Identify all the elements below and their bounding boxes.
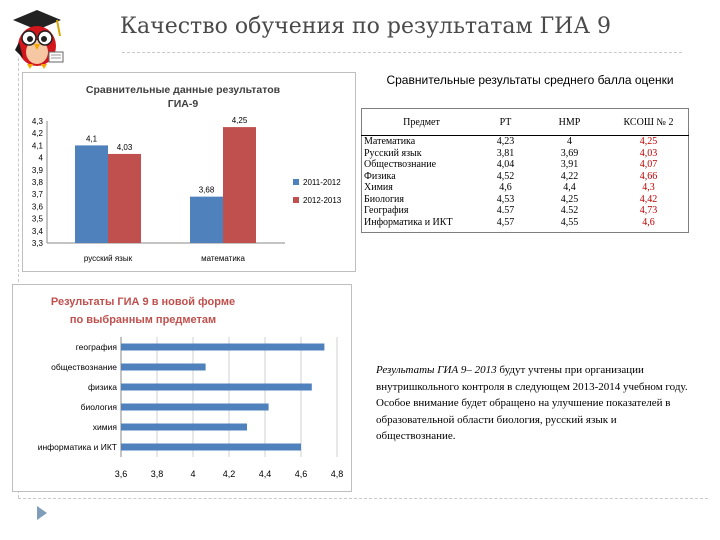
chart2-bar-3 [121, 404, 269, 411]
table-spacer-row [362, 228, 689, 233]
table-cell-subject: География [364, 205, 409, 216]
chart1-bar-2011-2012-0 [75, 145, 108, 243]
note-lead: Результаты ГИА 9– 2013 [376, 364, 497, 376]
bottom-divider [18, 498, 708, 500]
table-cell-subject: Русский язык [364, 147, 422, 159]
table-cell-rt: 4.57 [496, 205, 515, 216]
chart1-data-label: 3,68 [198, 185, 215, 195]
table-row [362, 136, 689, 148]
slide-title: Качество обучения по результатам ГИА 9 [120, 14, 612, 39]
chart1-y-tick-label: 3,6 [31, 202, 43, 212]
chart2-category-label: география [75, 342, 117, 352]
chart2-x-tick-label: 4,6 [294, 469, 308, 479]
table-cell-ksosh: 4,3 [642, 182, 655, 193]
results-note [376, 362, 694, 445]
chart1-data-label: 4,03 [116, 142, 133, 152]
chart1-x-tick-label: русский язык [83, 254, 133, 263]
chart1-y-tick-label: 4,1 [31, 141, 43, 151]
table-cell-nmr: 3,69 [560, 147, 579, 159]
chart1-legend-swatch-2012-2013 [293, 197, 299, 203]
chart2-bar-5 [121, 444, 301, 451]
table-cell-subject: Математика [364, 136, 416, 147]
table-cell-rt: 4,57 [496, 216, 515, 228]
header-ksosh: КСОШ № 2 [609, 109, 689, 136]
chart1-y-tick-label: 4 [38, 153, 43, 163]
chart2-x-tick-label: 4 [190, 469, 196, 479]
chart1-legend-swatch-2011-2012 [293, 179, 299, 185]
chart1-bar-2012-2013-0 [108, 154, 141, 243]
chart1-y-tick-label: 4,3 [31, 117, 43, 126]
chart1-y-tick-label: 4,2 [31, 129, 43, 139]
table-cell-rt: 4,04 [496, 159, 515, 170]
table-cell-ksosh: 4,42 [639, 193, 658, 205]
table-cell-rt: 4,53 [496, 193, 515, 205]
chart2-category-label: физика [87, 382, 117, 392]
slide-bullet-icon [37, 506, 47, 520]
table-cell-nmr: 4,25 [560, 193, 579, 205]
header-rt: РТ [481, 109, 530, 136]
table-body [362, 136, 689, 233]
table-spacer [362, 228, 689, 233]
chart2-bar-2 [121, 384, 312, 391]
chart1-title-line2: ГИА-9 [167, 98, 199, 110]
table-cell-ksosh: 4,07 [639, 159, 658, 170]
table-cell-ksosh: 4,6 [642, 216, 655, 228]
chart2-category-label: химия [92, 422, 117, 432]
chart2-category-label: информатика и ИКТ [37, 442, 117, 452]
table-cell-subject: Информатика и ИКТ [364, 216, 453, 228]
table-cell-ksosh: 4,73 [639, 205, 658, 216]
table-header-row [362, 109, 689, 136]
chart1-x-tick-label: математика [201, 254, 245, 263]
chart1-data-label: 4,25 [231, 116, 248, 126]
chart1-bar-2012-2013-1 [223, 127, 256, 243]
chart1-legend-label: 2012-2013 [303, 196, 342, 205]
chart2-bar-4 [121, 424, 247, 431]
chart2-bar-1 [121, 364, 206, 371]
table-cell-rt: 3,81 [496, 147, 515, 159]
chart1-y-tick-label: 3,8 [31, 178, 43, 187]
owl-logo-icon [5, 6, 69, 72]
chart2-title-line2: по выбранным предметам [69, 314, 217, 326]
chart1-title-line1: Сравнительные данные результатов [85, 84, 281, 96]
table-cell-subject: Биология [364, 193, 405, 205]
chart2-title-line1: Результаты ГИА 9 в новой форме [50, 296, 236, 308]
table-cell-nmr: 4,22 [560, 170, 579, 182]
chart1-data-label: 4,1 [85, 134, 98, 144]
chart1-y-tick-label: 3,9 [31, 165, 43, 175]
chart2-bar-0 [121, 344, 324, 351]
table-row [362, 182, 689, 194]
table-cell-nmr: 4.52 [560, 205, 579, 216]
header-subject: Предмет [362, 109, 482, 136]
comparison-table [361, 108, 689, 233]
chart-selected-subjects-svg [13, 285, 351, 491]
chart1-legend-label: 2011-2012 [303, 178, 341, 187]
chart-gia9-comparison [22, 72, 356, 272]
table-cell-nmr: 4,55 [560, 216, 579, 228]
chart2-x-tick-label: 4,8 [330, 469, 344, 479]
chart1-y-tick-label: 3,5 [31, 214, 43, 224]
table-row [362, 194, 689, 206]
chart2-category-label: обществознание [51, 362, 117, 372]
chart1-y-tick-label: 3,7 [31, 190, 43, 200]
table-cell-ksosh: 4,03 [639, 147, 658, 159]
table-title: Сравнительные результаты среднего балла оценки [386, 73, 674, 87]
chart1-y-tick-label: 3,3 [31, 239, 43, 248]
table-cell-ksosh: 4,66 [639, 170, 658, 182]
title-divider [122, 52, 682, 54]
header-nmr: НМР [530, 109, 609, 136]
table-cell-ksosh: 4,25 [639, 136, 658, 147]
chart1-bar-2011-2012-1 [190, 197, 223, 243]
table-cell-nmr: 4,4 [563, 182, 576, 193]
chart2-x-tick-label: 3,8 [150, 469, 164, 479]
chart1-y-tick-label: 3,4 [31, 226, 43, 236]
table-cell-rt: 4,23 [496, 136, 515, 147]
note-body: будут учтены при организации внутришкольного контроля в следующем 2013-2014 учебном году. Особое внимание будет обращено на улучшение показателей в образовательной области биология, русский язык и обществознание. [376, 364, 688, 442]
chart2-x-tick-label: 3,6 [114, 469, 128, 479]
table-cell-rt: 4,52 [496, 170, 515, 182]
table-row [362, 148, 689, 160]
table-row [362, 159, 689, 171]
table-cell-subject: Обществознание [364, 159, 437, 170]
table-cell-subject: Физика [364, 170, 396, 182]
table-cell-nmr: 3,91 [560, 159, 579, 170]
chart-gia9-comparison-svg [23, 73, 355, 271]
chart2-x-tick-label: 4,2 [222, 469, 236, 479]
table-row [362, 171, 689, 183]
table-row [362, 217, 689, 229]
table-cell-subject: Химия [364, 182, 393, 193]
chart-selected-subjects [12, 284, 352, 492]
chart2-category-label: биология [80, 402, 117, 412]
table-cell-nmr: 4 [567, 136, 572, 147]
table-cell-rt: 4,6 [499, 182, 512, 193]
table-row [362, 205, 689, 217]
chart2-x-tick-label: 4,4 [258, 469, 272, 479]
